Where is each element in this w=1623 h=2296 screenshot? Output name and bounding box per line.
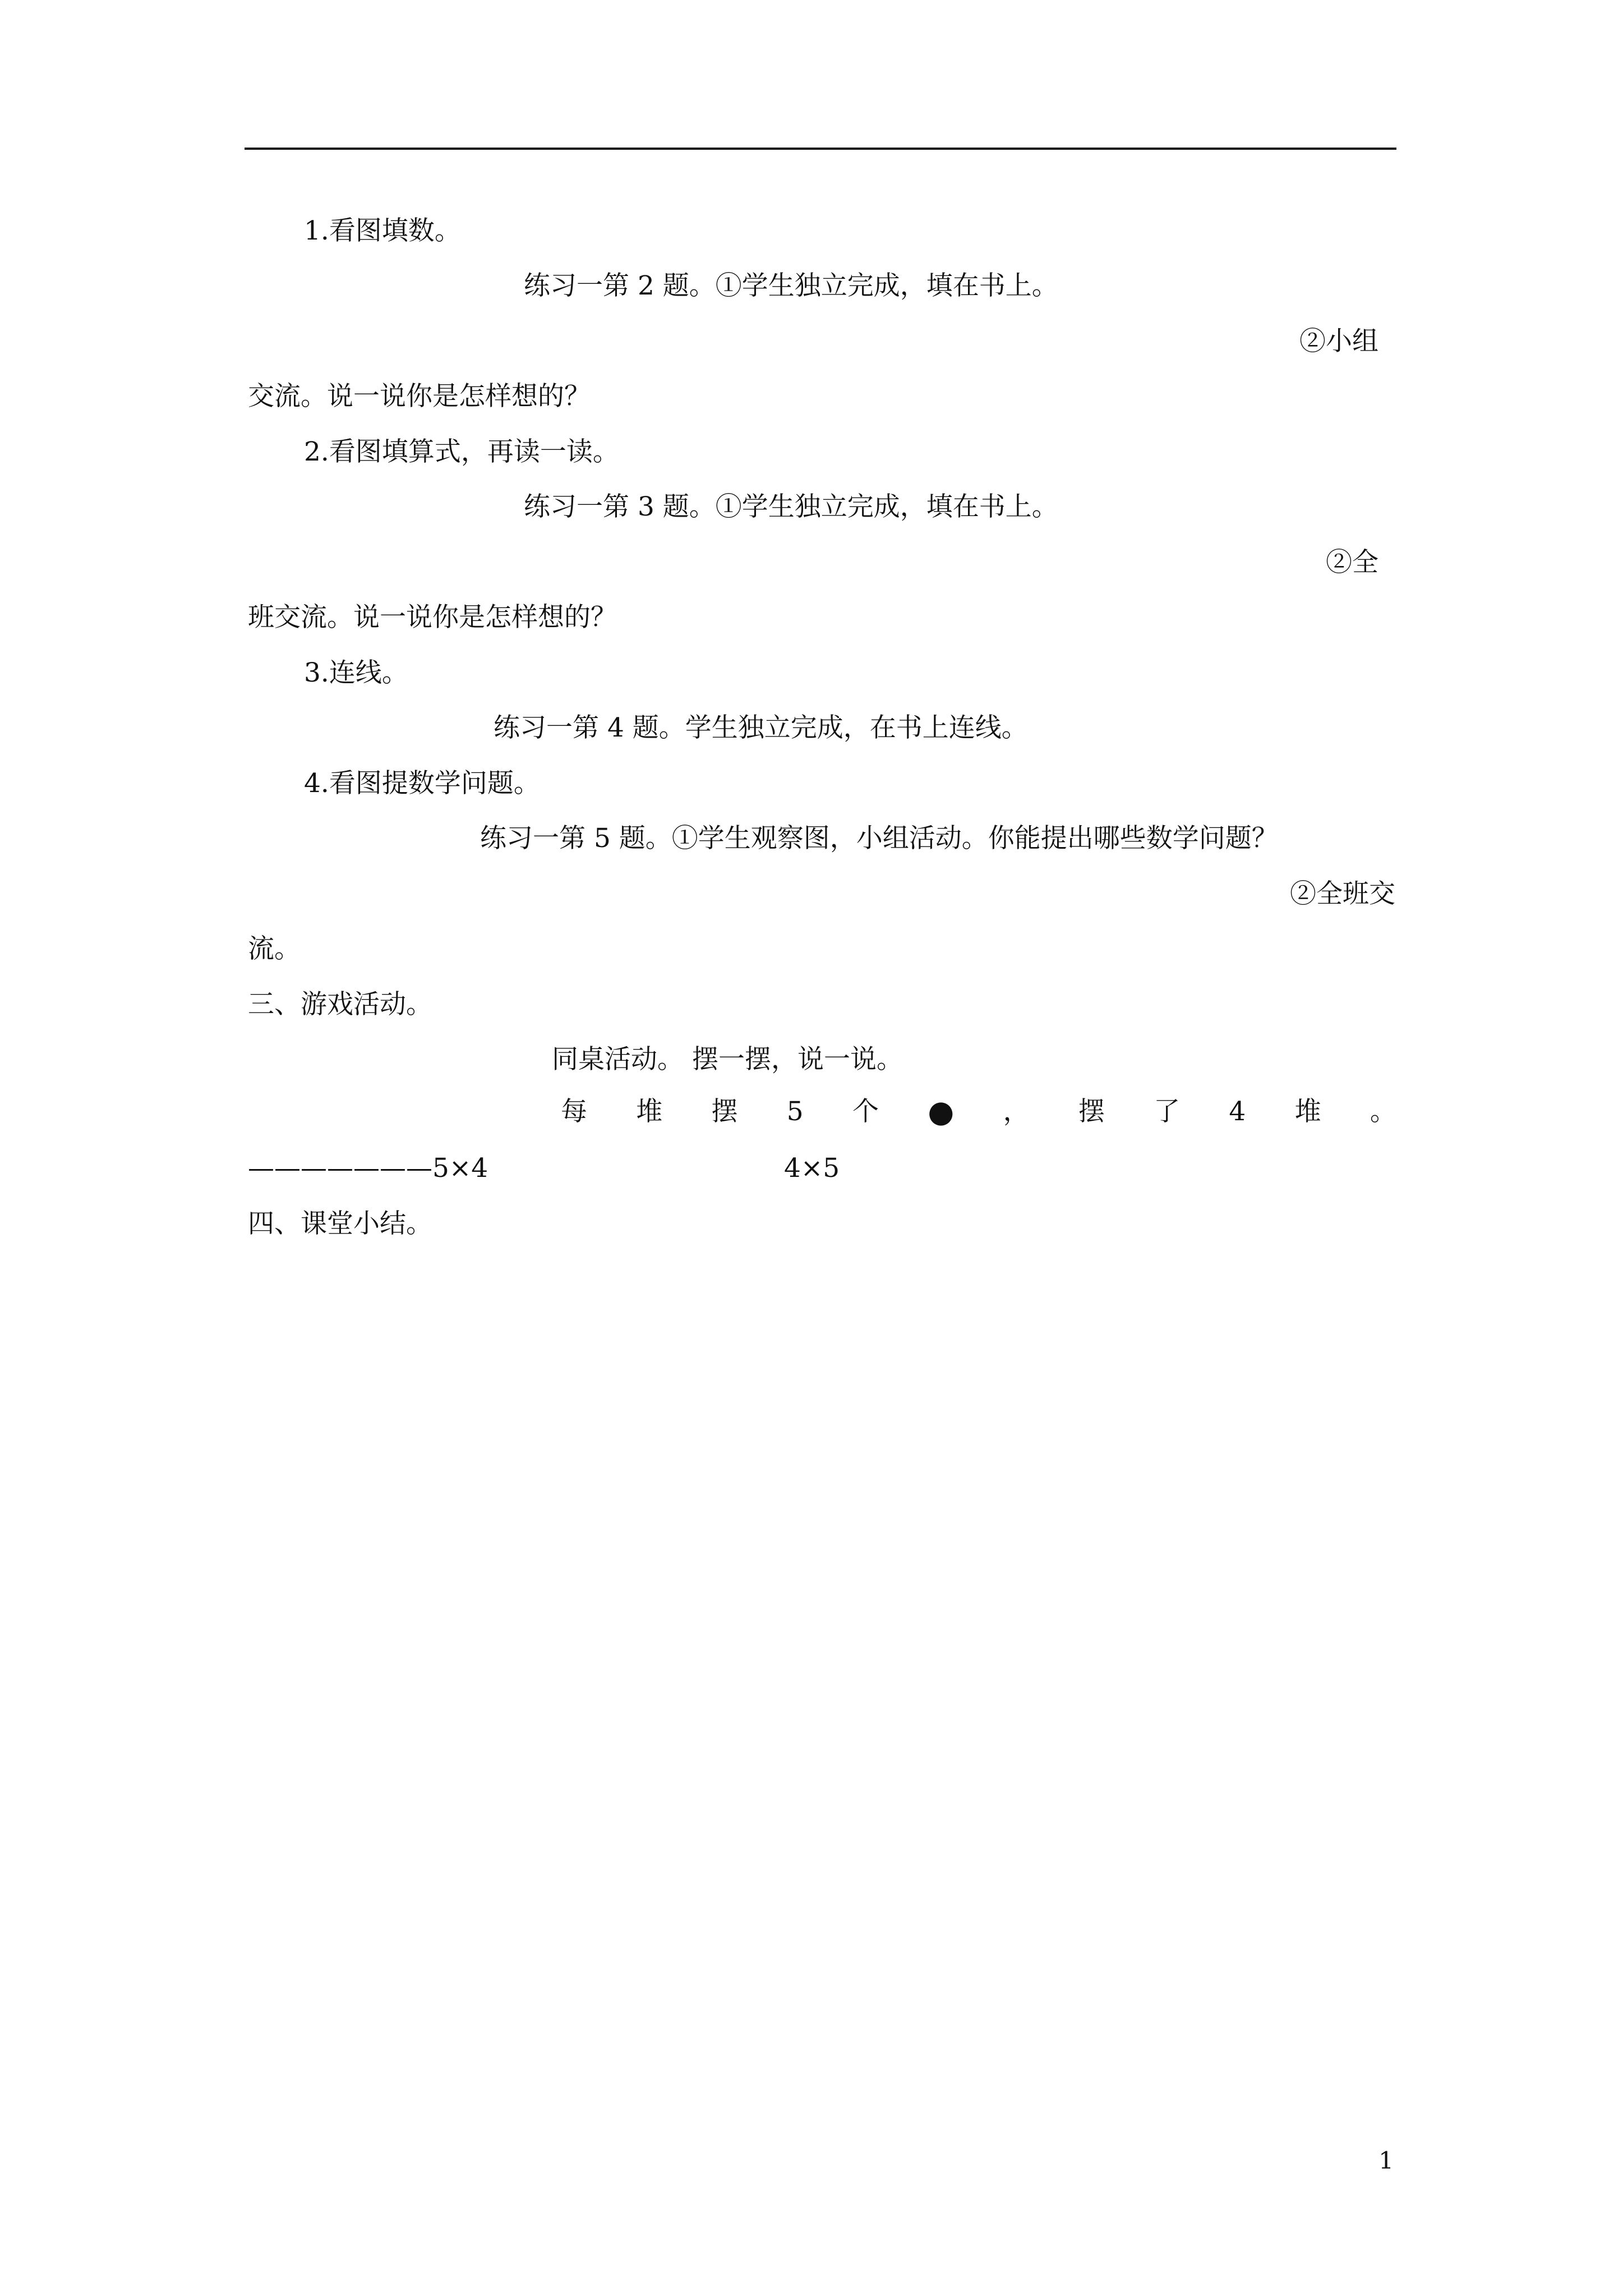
- row-char: 4: [1229, 1096, 1246, 1127]
- item1-group-cont: 交流。说一说你是怎样想的？: [248, 381, 591, 412]
- item1-task: 练习一第 2 题。①学生独立完成，填在书上。: [524, 270, 1058, 301]
- dot-icon: ●: [928, 1094, 955, 1129]
- item4-task: 练习一第 5 题。①学生观察图，小组活动。你能提出哪些数学问题？: [480, 823, 1278, 854]
- expression-4x5: 4×5: [784, 1153, 840, 1184]
- header-rule: [245, 148, 1396, 150]
- dash-expression: ———————5×4: [248, 1153, 488, 1184]
- item1-group-tail: ②小组: [1299, 326, 1378, 357]
- row-char: ，: [1003, 1096, 1030, 1127]
- row-char: 。: [1370, 1096, 1396, 1127]
- page-number: 1: [1378, 2147, 1394, 2174]
- item4-class-tail: ②全班交: [1290, 878, 1395, 909]
- row-char: 每: [561, 1096, 587, 1127]
- item2-title: 2.看图填算式，再读一读。: [304, 436, 619, 467]
- item3-task: 练习一第 4 题。学生独立完成，在书上连线。: [494, 712, 1028, 743]
- item2-task: 练习一第 3 题。①学生独立完成，填在书上。: [524, 491, 1058, 522]
- row-char: 堆: [1294, 1096, 1321, 1127]
- row-char: 了: [1154, 1096, 1181, 1127]
- item2-class-tail: ②全: [1326, 547, 1378, 578]
- row-char: 5: [786, 1096, 804, 1127]
- row-char: 个: [852, 1096, 879, 1127]
- row-char: 摆: [711, 1096, 738, 1127]
- item3-title: 3.连线。: [304, 657, 408, 688]
- dots-arrangement-row: [561, 1095, 1396, 1129]
- section3-task: 同桌活动。 摆一摆，说一说。: [552, 1044, 903, 1075]
- section4-title: 四、课堂小结。: [248, 1208, 432, 1239]
- item4-class-cont: 流。: [248, 933, 301, 964]
- item1-title: 1.看图填数。: [304, 215, 461, 246]
- row-char: 堆: [636, 1096, 663, 1127]
- row-char: 摆: [1078, 1096, 1105, 1127]
- item4-title: 4.看图提数学问题。: [304, 768, 540, 799]
- item2-class-cont: 班交流。说一说你是怎样想的？: [248, 602, 617, 633]
- section3-title: 三、游戏活动。: [248, 989, 432, 1020]
